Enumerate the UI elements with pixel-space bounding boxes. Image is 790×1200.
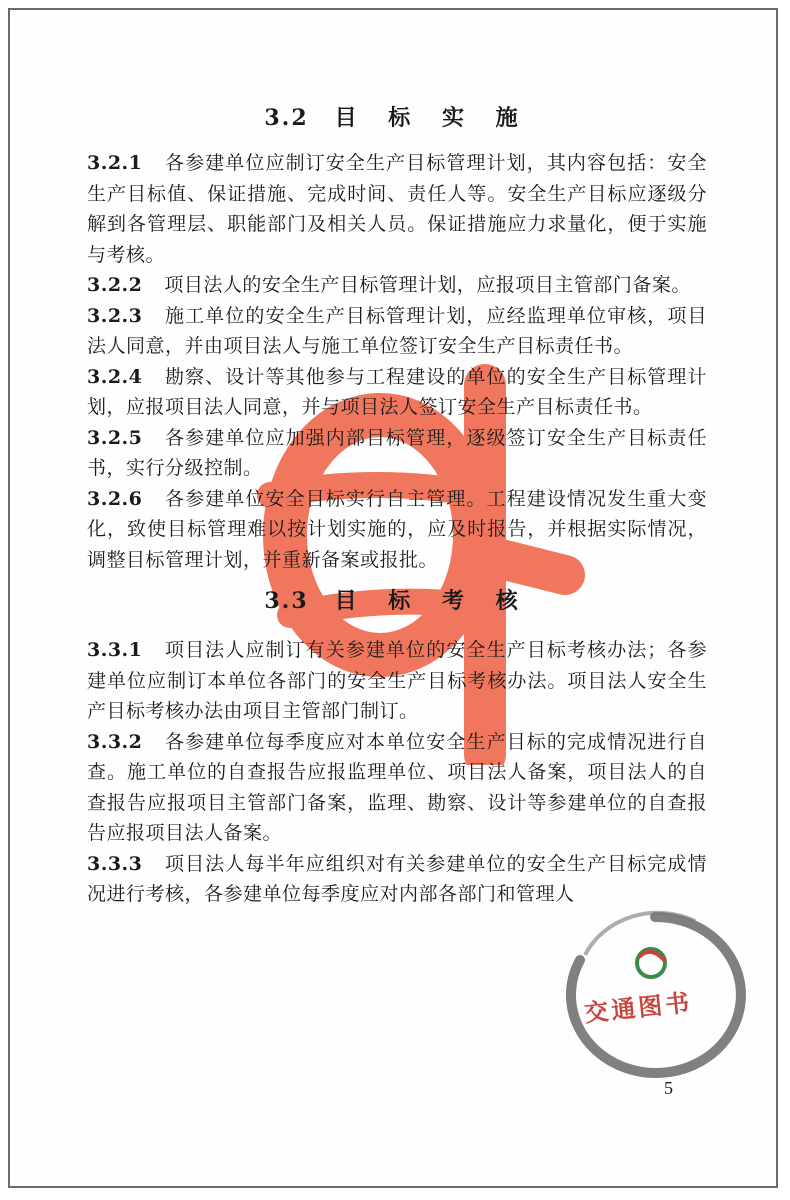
section-number: 3.3 — [264, 588, 309, 614]
clause-text: 施工单位的安全生产目标管理计划，应经监理单位审核，项目法人同意，并由项目法人与施工单位签订安全生产目标责任书。 — [87, 304, 707, 357]
section-heading-3-2 — [87, 98, 707, 138]
page-number: 5 — [664, 1078, 673, 1098]
clause-number: 3.2.3 — [87, 304, 143, 327]
clause-3-3-2 — [87, 727, 707, 849]
clause-text: 项目法人应制订有关参建单位的安全生产目标考核办法；各参建单位应制订本单位各部门的安全生产目标考核办法。项目法人安全生产目标考核办法由项目主管部门制订。 — [87, 639, 707, 722]
clause-number: 3.3.2 — [87, 730, 143, 753]
clause-number: 3.3.1 — [87, 639, 143, 661]
clause-number: 3.3.3 — [87, 852, 143, 875]
clause-3-3-3 — [87, 849, 707, 910]
clause-text: 各参建单位应加强内部目标管理，逐级签订安全生产目标责任书，实行分级控制。 — [87, 426, 707, 479]
section-number: 3.2 — [264, 105, 309, 131]
section-heading-3-3 — [87, 581, 707, 621]
clause-3-3-1 — [87, 635, 707, 727]
clause-3-2-3 — [87, 301, 707, 362]
clause-3-2-5 — [87, 423, 707, 484]
clause-number: 3.2.4 — [87, 365, 143, 388]
clause-number: 3.2.2 — [87, 274, 143, 296]
clause-text: 项目法人的安全生产目标管理计划，应报项目主管部门备案。 — [164, 274, 691, 296]
clause-3-2-6 — [87, 484, 707, 576]
clause-3-2-2 — [87, 270, 707, 301]
clause-number: 3.2.1 — [87, 152, 143, 174]
clause-text: 项目法人每半年应组织对有关参建单位的安全生产目标完成情况进行考核，各参建单位每季度应对内部各部门和管理人 — [87, 852, 707, 905]
clause-text: 各参建单位安全目标实行自主管理。工程建设情况发生重大变化，致使目标管理难以按计划实施的，应及时报告，并根据实际情况，调整目标管理计划，并重新备案或报批。 — [87, 487, 707, 571]
clause-3-2-1 — [87, 148, 707, 270]
clause-text: 勘察、设计等其他参与工程建设的单位的安全生产目标管理计划，应报项目法人同意，并与项目法人签订安全生产目标责任书。 — [87, 365, 707, 418]
page-content — [87, 98, 707, 910]
clause-number: 3.2.5 — [87, 426, 143, 449]
clause-text: 各参建单位每季度应对本单位安全生产目标的完成情况进行自查。施工单位的自查报告应报监理单位、项目法人备案，项目法人的自查报告应报项目主管部门备案，监理、勘察、设计等参建单位的自查报告应报项目法人备案。 — [87, 730, 707, 844]
section-name: 目 标 考 核 — [334, 588, 530, 614]
clause-3-2-4 — [87, 362, 707, 423]
stamp-text: 交通图书 — [582, 987, 694, 1028]
section-name: 目 标 实 施 — [334, 105, 530, 131]
clause-number: 3.2.6 — [87, 487, 143, 510]
clause-text: 各参建单位应制订安全生产目标管理计划，其内容包括：安全生产目标值、保证措施、完成时间、责任人等。安全生产目标应逐级分解到各管理层、职能部门及相关人员。保证措施应力求量化，便于实施与考核。 — [87, 152, 707, 266]
